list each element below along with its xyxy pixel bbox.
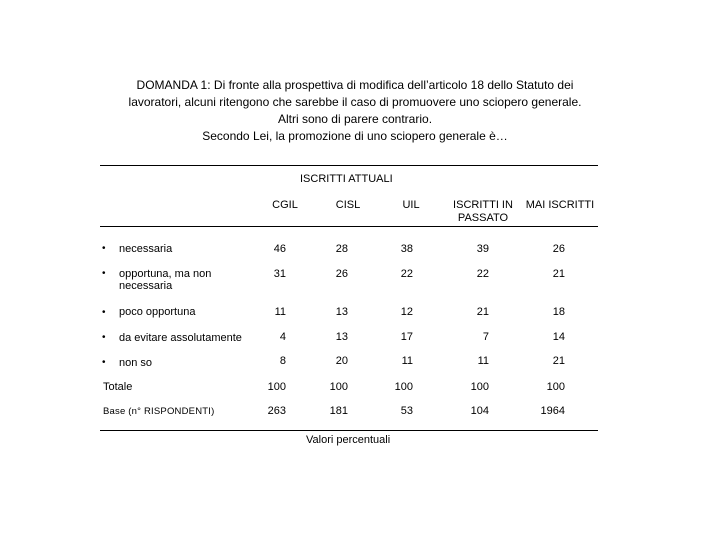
col-header-iscritti-in-line1: ISCRITTI IN	[453, 199, 513, 211]
cell-base-cgil: 263	[267, 405, 286, 417]
row-label-totale: Totale	[103, 381, 133, 393]
cell-evitare-uil: 17	[400, 331, 413, 343]
cell-poco-cgil: 11	[274, 306, 286, 318]
cell-evitare-passato: 7	[482, 331, 489, 343]
question-line-2: lavoratori, alcuni ritengono che sarebbe il caso di promuovere uno sciopero generale.	[128, 95, 582, 109]
cell-nonso-cgil: 8	[279, 355, 286, 367]
cell-poco-cisl: 13	[335, 306, 348, 318]
question-line-4: Secondo Lei, la promozione di uno sciopero generale è…	[202, 129, 508, 143]
cell-base-mai: 1964	[540, 405, 565, 417]
bullet-icon: •	[102, 307, 106, 318]
cell-nonso-passato: 11	[477, 355, 489, 367]
footnote: Valori percentuali	[306, 434, 391, 446]
row-label-necessaria: necessaria	[119, 243, 173, 255]
cell-necessaria-mai: 26	[552, 243, 565, 255]
question-title	[95, 77, 615, 145]
cell-necessaria-cgil: 46	[273, 243, 286, 255]
cell-base-uil: 53	[400, 405, 413, 417]
cell-opportuna-cgil: 31	[273, 268, 286, 280]
table-top-rule	[100, 165, 598, 166]
cell-evitare-cgil: 4	[279, 331, 286, 343]
row-label-non-so: non so	[119, 357, 153, 369]
row-label-opportuna: opportuna, ma non	[119, 268, 212, 280]
cell-totale-passato: 100	[470, 381, 489, 393]
col-header-iscritti-in-passato	[448, 199, 518, 225]
cell-necessaria-uil: 38	[400, 243, 413, 255]
cell-totale-cisl: 100	[329, 381, 348, 393]
col-header-cisl: CISL	[335, 199, 361, 211]
cell-necessaria-cisl: 28	[335, 243, 348, 255]
col-header-mai-iscritti: MAI ISCRITTI	[525, 199, 595, 211]
col-header-passato-line2: PASSATO	[457, 212, 509, 224]
cell-poco-passato: 21	[476, 306, 489, 318]
bullet-icon: •	[102, 332, 106, 343]
cell-opportuna-mai: 21	[552, 268, 565, 280]
row-label-base: Base (n° RISPONDENTI)	[103, 406, 215, 417]
cell-poco-uil: 12	[400, 306, 413, 318]
bullet-icon: •	[102, 243, 106, 254]
group-header: ISCRITTI ATTUALI	[300, 173, 393, 185]
col-header-uil: UIL	[402, 199, 420, 211]
cell-evitare-cisl: 13	[335, 331, 348, 343]
cell-totale-mai: 100	[546, 381, 565, 393]
col-header-cgil: CGIL	[272, 199, 298, 211]
table-bottom-rule	[100, 430, 598, 431]
row-label-opportuna-line2: necessaria	[119, 280, 173, 292]
cell-opportuna-uil: 22	[400, 268, 413, 280]
cell-opportuna-passato: 22	[476, 268, 489, 280]
cell-poco-mai: 18	[552, 306, 565, 318]
row-label-poco-opportuna: poco opportuna	[119, 306, 196, 318]
cell-base-cisl: 181	[329, 405, 348, 417]
question-line-1: DOMANDA 1: Di fronte alla prospettiva di modifica dell’articolo 18 dello Statuto dei	[136, 78, 574, 92]
bullet-icon: •	[102, 268, 106, 279]
bullet-icon: •	[102, 357, 106, 368]
cell-opportuna-cisl: 26	[335, 268, 348, 280]
cell-necessaria-passato: 39	[476, 243, 489, 255]
row-label-da-evitare: da evitare assolutamente	[119, 332, 242, 344]
cell-evitare-mai: 14	[552, 331, 565, 343]
cell-nonso-mai: 21	[552, 355, 565, 367]
cell-nonso-cisl: 20	[335, 355, 348, 367]
cell-base-passato: 104	[470, 405, 489, 417]
cell-totale-uil: 100	[394, 381, 413, 393]
cell-nonso-uil: 11	[401, 355, 413, 367]
question-line-3: Altri sono di parere contrario.	[277, 112, 433, 126]
table-header-rule	[100, 226, 598, 227]
cell-totale-cgil: 100	[267, 381, 286, 393]
